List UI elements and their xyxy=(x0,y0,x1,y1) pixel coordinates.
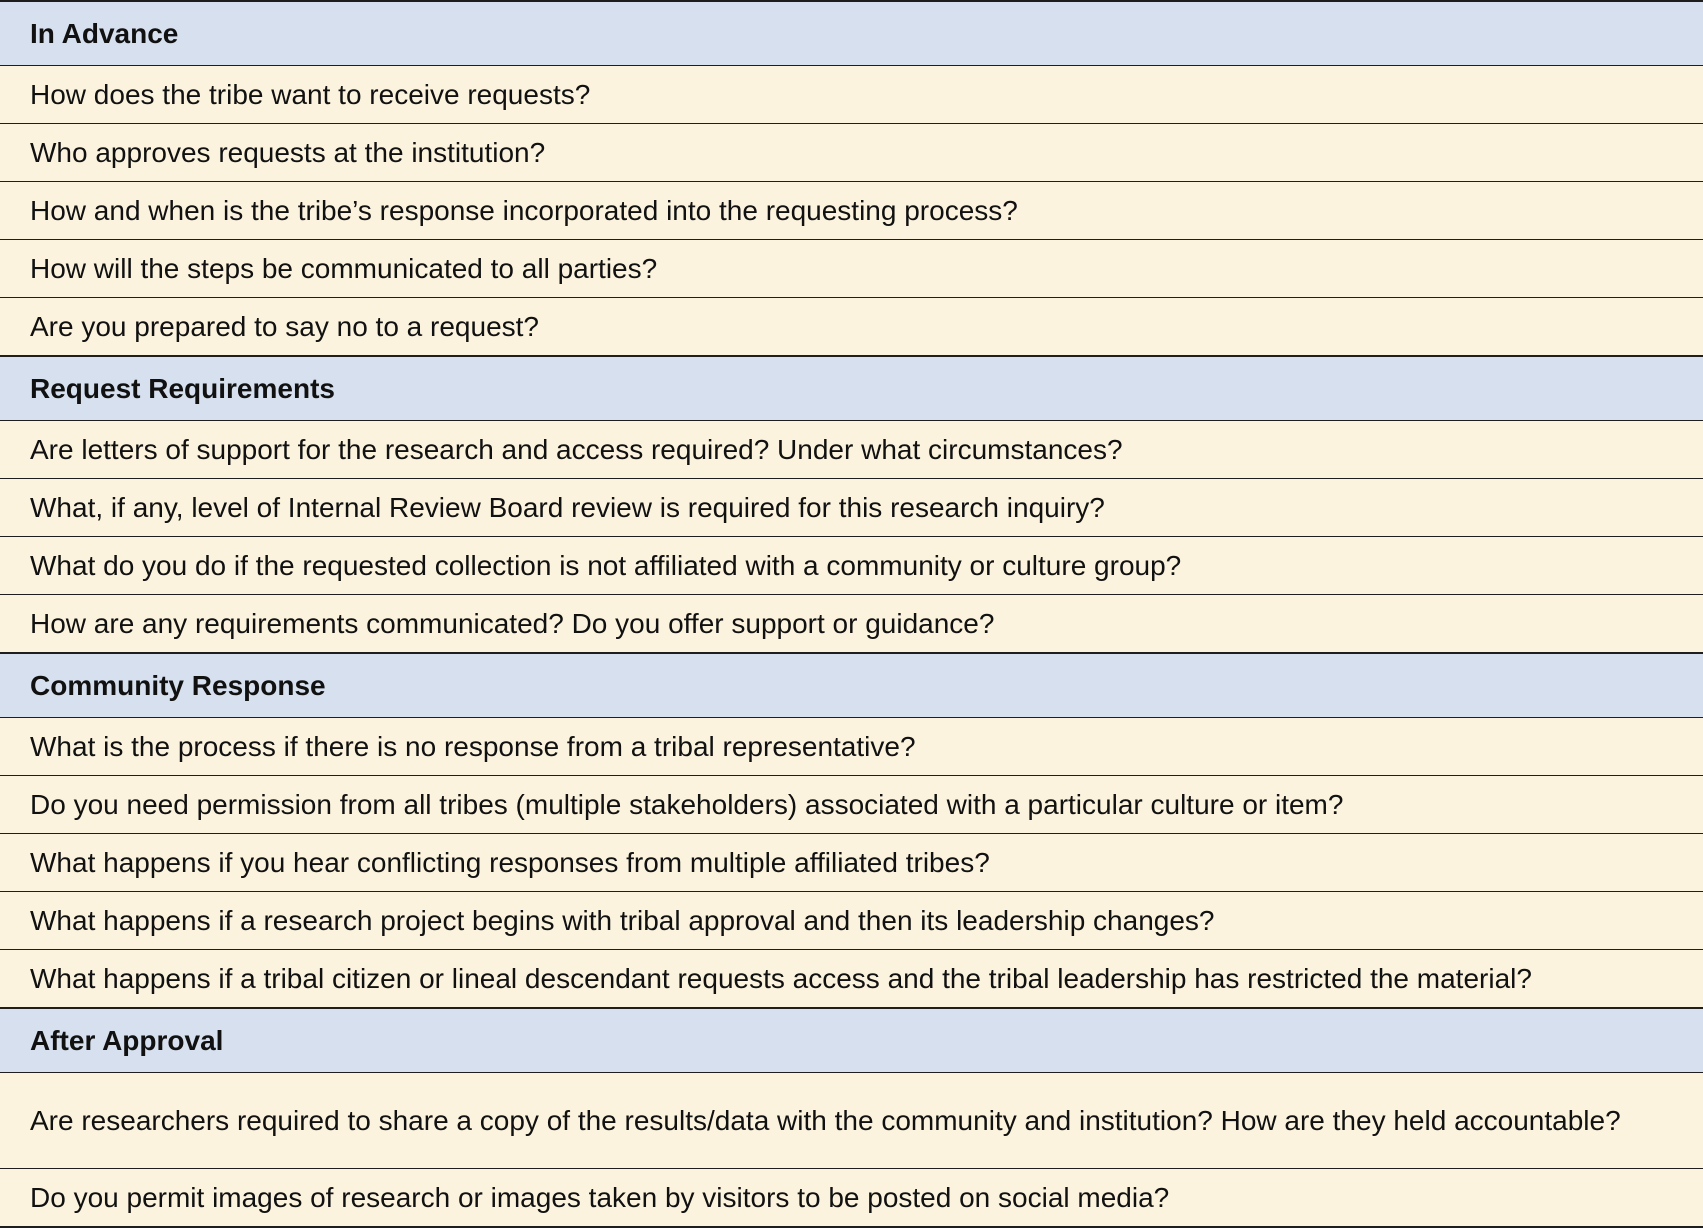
section-title: Community Response xyxy=(0,653,1703,718)
question-text: Are researchers required to share a copy of the results/data with the community and institution? How are they held accountable? xyxy=(0,1073,1703,1169)
question-text: How will the steps be communicated to all parties? xyxy=(0,240,1703,298)
table-row xyxy=(0,776,1703,834)
question-text: What happens if you hear conflicting responses from multiple affiliated tribes? xyxy=(0,834,1703,892)
table-row xyxy=(0,595,1703,654)
table-row xyxy=(0,834,1703,892)
table-row xyxy=(0,1073,1703,1169)
table-row xyxy=(0,124,1703,182)
table-row xyxy=(0,298,1703,357)
section-title: After Approval xyxy=(0,1008,1703,1073)
section-header-row xyxy=(0,356,1703,421)
question-text: Do you need permission from all tribes (multiple stakeholders) associated with a particular culture or item? xyxy=(0,776,1703,834)
table-row xyxy=(0,892,1703,950)
section-header-row xyxy=(0,653,1703,718)
table-row xyxy=(0,950,1703,1009)
question-text: How are any requirements communicated? Do you offer support or guidance? xyxy=(0,595,1703,654)
table-row xyxy=(0,240,1703,298)
table-row xyxy=(0,66,1703,124)
question-text: What happens if a tribal citizen or lineal descendant requests access and the tribal leadership has restricted the material? xyxy=(0,950,1703,1009)
table-row xyxy=(0,479,1703,537)
question-text: How and when is the tribe’s response incorporated into the requesting process? xyxy=(0,182,1703,240)
question-text: What is the process if there is no response from a tribal representative? xyxy=(0,718,1703,776)
question-text: Do you permit images of research or images taken by visitors to be posted on social media? xyxy=(0,1169,1703,1228)
question-text: Are you prepared to say no to a request? xyxy=(0,298,1703,357)
question-text: Are letters of support for the research and access required? Under what circumstances? xyxy=(0,421,1703,479)
section-header-row xyxy=(0,1008,1703,1073)
section-header-row xyxy=(0,1,1703,66)
section-title: Request Requirements xyxy=(0,356,1703,421)
table-row xyxy=(0,1169,1703,1228)
table-row xyxy=(0,421,1703,479)
question-text: What happens if a research project begins with tribal approval and then its leadership changes? xyxy=(0,892,1703,950)
question-text: What, if any, level of Internal Review Board review is required for this research inquiry? xyxy=(0,479,1703,537)
table-row xyxy=(0,537,1703,595)
section-title: In Advance xyxy=(0,1,1703,66)
question-text: How does the tribe want to receive requests? xyxy=(0,66,1703,124)
question-text: What do you do if the requested collection is not affiliated with a community or culture group? xyxy=(0,537,1703,595)
table-row xyxy=(0,718,1703,776)
table-row xyxy=(0,182,1703,240)
question-text: Who approves requests at the institution? xyxy=(0,124,1703,182)
